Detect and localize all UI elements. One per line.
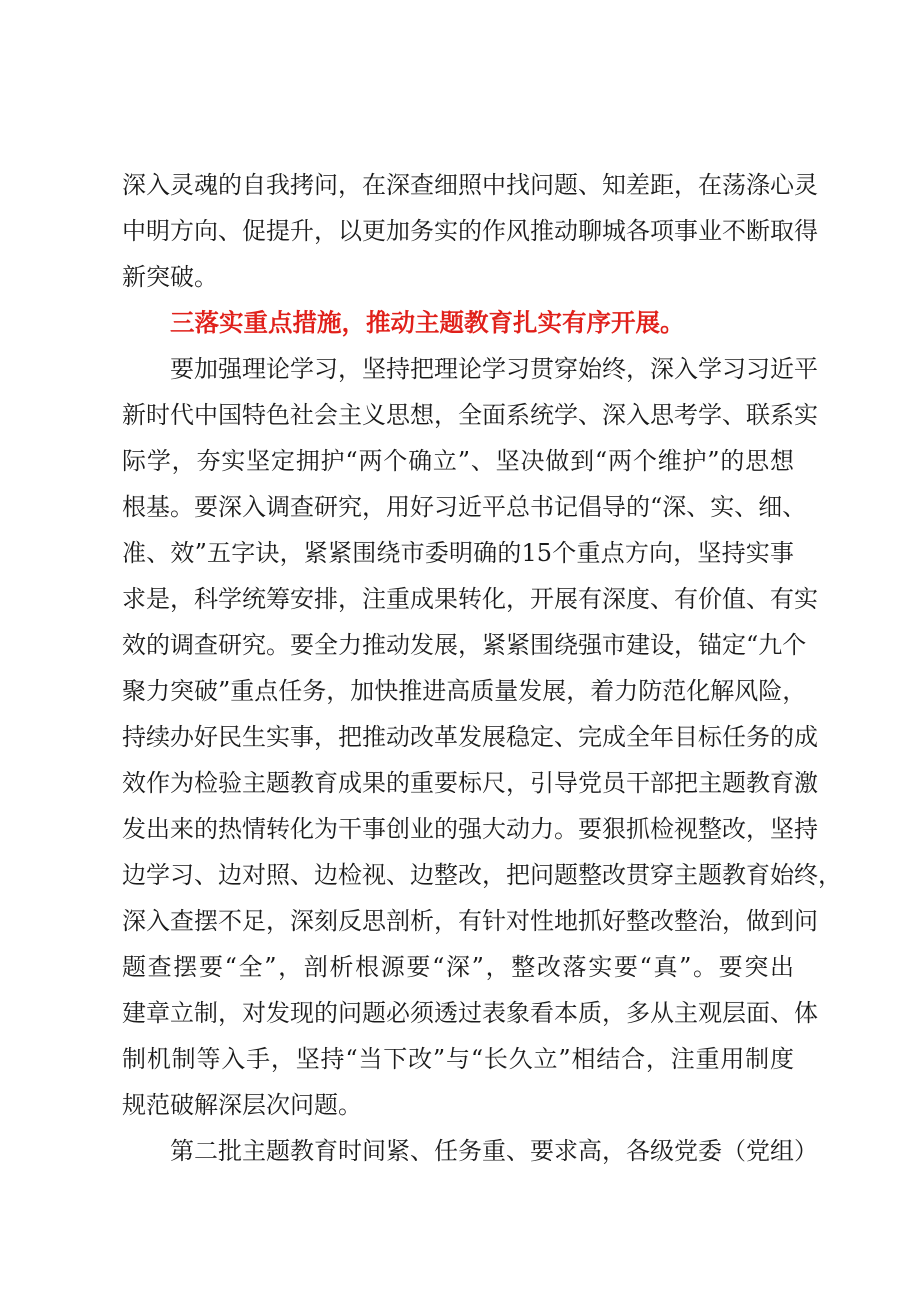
body-line-19: 建章立制，对发现的问题必须透过表象看本质，多从主观层面、体 — [122, 999, 818, 1027]
body-line-5: 要加强理论学习，坚持把理论学习贯穿始终，深入学习习近平 — [170, 355, 818, 383]
body-line-17: 深入查摆不足，深刻反思剖析，有针对性地抓好整改整治，做到问 — [122, 907, 818, 935]
body-line-1: 深入灵魂的自我拷问，在深查细照中找问题、知差距，在荡涤心灵 — [122, 171, 818, 199]
body-line-22: 第二批主题教育时间紧、任务重、要求高，各级党委（党组） — [170, 1137, 818, 1165]
body-line-3: 新突破。 — [122, 263, 218, 291]
body-line-16: 边学习、边对照、边检视、边整改，把问题整改贯穿主题教育始终， — [122, 861, 842, 889]
body-line-6: 新时代中国特色社会主义思想，全面系统学、深入思考学、联系实 — [122, 401, 818, 429]
body-line-10: 求是，科学统筹安排，注重成果转化，开展有深度、有价值、有实 — [122, 585, 818, 613]
body-line-20: 制机制等入手，坚持“当下改”与“长久立”相结合，注重用制度 — [122, 1045, 794, 1073]
body-line-2: 中明方向、促提升，以更加务实的作风推动聊城各项事业不断取得 — [122, 217, 818, 245]
body-line-15: 发出来的热情转化为干事创业的强大动力。要狠抓检视整改，坚持 — [122, 815, 818, 843]
body-line-13: 持续办好民生实事，把推动改革发展稳定、完成全年目标任务的成 — [122, 723, 818, 751]
body-line-14: 效作为检验主题教育成果的重要标尺，引导党员干部把主题教育激 — [122, 769, 818, 797]
body-line-18: 题查摆要“全”，剖析根源要“深”，整改落实要“真”。要突出 — [122, 953, 794, 981]
body-line-11: 效的调查研究。要全力推动发展，紧紧围绕强市建设，锚定“九个 — [122, 631, 807, 659]
body-line-9: 准、效”五字诀，紧紧围绕市委明确的15个重点方向，坚持实事 — [122, 539, 794, 567]
body-line-21: 规范破解深层次问题。 — [122, 1091, 362, 1119]
section-heading: 三落实重点措施，推动主题教育扎实有序开展。 — [170, 308, 685, 337]
body-line-7: 际学，夯实坚定拥护“两个确立”、坚决做到“两个维护”的思想 — [122, 447, 794, 475]
body-line-12: 聚力突破”重点任务，加快推进高质量发展，着力防范化解风险， — [122, 677, 807, 705]
body-line-8: 根基。要深入调查研究，用好习近平总书记倡导的“深、实、细、 — [122, 493, 807, 521]
